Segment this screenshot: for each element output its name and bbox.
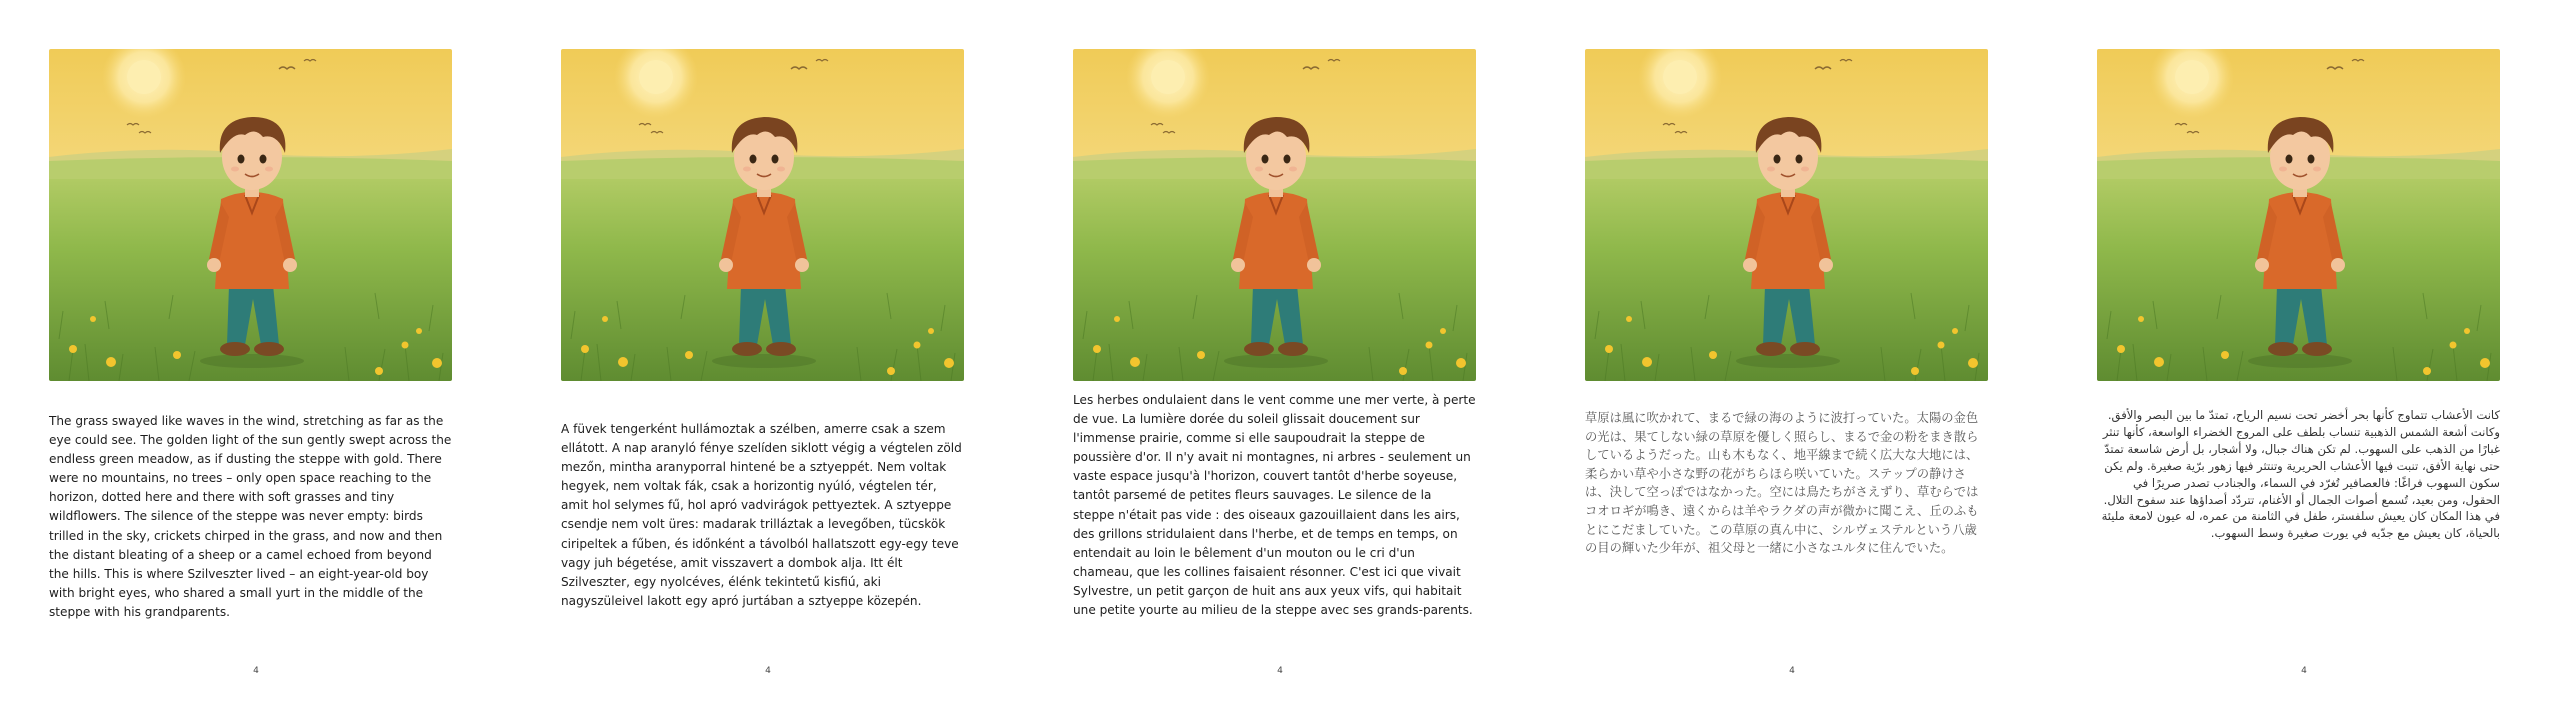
- book-page-arabic: [2048, 0, 2560, 724]
- book-page-japanese: [1536, 0, 2048, 724]
- page-number: 4: [1789, 666, 1795, 676]
- steppe-boy-illustration: [49, 49, 452, 381]
- steppe-boy-illustration: [1585, 49, 1988, 381]
- page-number: 4: [2301, 666, 2307, 676]
- steppe-boy-illustration: [561, 49, 964, 381]
- story-paragraph: Les herbes ondulaient dans le vent comme une mer verte, à perte de vue. La lumière dorée du soleil glissait doucement sur l'immense prairie, comme si elle saupoudrait la steppe de poussière d'or. Il n'y avait ni montagnes, ni arbres - seulement un vaste espace jusqu'à l'horizon, couvert tantôt d'herbe soyeuse, tantôt parsemé de petites fleurs sauvages. Le silence de la steppe n'était pas vide : des oiseaux gazouillaient dans les airs, des grillons stridulaient dans l'herbe, et de temps en temps, on entendait au loin le bêlement d'un mouton ou le cri d'un chameau, que les collines faisaient résonner. C'est ici que vivait Sylvestre, un petit garçon de huit ans aux yeux vifs, qui habitait une petite yourte au milieu de la steppe avec ses grands-parents.: [1073, 393, 1476, 618]
- page-number: 4: [1277, 666, 1283, 676]
- story-paragraph: The grass swayed like waves in the wind, stretching as far as the eye could see. The golden light of the sun gently swept across the endless green meadow, as if dusting the steppe with gold. There were no mountains, no trees – only open space reaching to the horizon, dotted here and there with soft grasses and tiny wildflowers. The silence of the steppe was never empty: birds trilled in the sky, crickets chirped in the grass, and now and then the distant bleating of a sheep or a camel echoed from beyond the hills. This is where Szilveszter lived – an eight-year-old boy with bright eyes, who shared a small yurt in the middle of the steppe with his grandparents.: [49, 414, 452, 619]
- story-paragraph: A füvek tengerként hullámoztak a szélben, amerre csak a szem ellátott. A nap aranyló fénye szelíden siklott végig a végtelen zöld mezőn, mintha aranyporral hintené be a sztyeppét. Nem voltak hegyek, nem voltak fák, csak a horizontig nyúló, végtelen tér, amit hol selymes fű, hol apró vadvirágok pettyeztek. A sztyeppe csendje nem volt üres: madarak trilláztak a levegőben, tücskök ciripeltek a fűben, és időnként a távolból hallatszott egy-egy teve vagy juh bégetése, amit visszavert a dombok alja. Itt élt Szilveszter, egy nyolcéves, élénk tekintetű kisfiú, aki nagyszüleivel lakott egy apró jurtában a sztyeppe közepén.: [561, 422, 962, 608]
- book-page-french: [1024, 0, 1536, 724]
- steppe-boy-illustration: [2097, 49, 2500, 381]
- page-number: 4: [253, 666, 259, 676]
- book-page-hungarian: [512, 0, 1024, 724]
- story-paragraph: كانت الأعشاب تتماوج كأنها بحر أخضر تحت نسيم الرياح، تمتدّ ما بين البصر والأفق. وكانت أشعة الشمس الذهبية تنساب بلطف على المروج الخضراء الواسعة، كأنها تنثر غبارًا من الذهب على السهوب. لم تكن هناك جبال، ولا أشجار، بل أرض شاسعة تمتدّ حتى نهاية الأفق، تنبت فيها الأعشاب الحريرية وتنتثر فيها زهور برّية صغيرة. ولم يكن سكون السهوب فراغًا: فالعصافير تُغرّد في السماء، والجنادب تصدر صريرًا في الحقول، ومن بعيد، تُسمع أصوات الجمال أو الأغنام، تتردّد أصداؤها عند سفوح التلال. في هذا المكان كان يعيش سلفستر، طفل في الثامنة من عمره، له عيون لامعة مليئة بالحياة، كان يعيش مع جدّيه في يورت صغيرة وسط السهوب.: [2101, 408, 2500, 541]
- steppe-boy-illustration: [1073, 49, 1476, 381]
- book-page-english: [0, 0, 512, 724]
- page-number: 4: [765, 666, 771, 676]
- story-paragraph: 草原は風に吹かれて、まるで緑の海のように波打っていた。太陽の金色の光は、果てしない緑の草原を優しく照らし、まるで金の粉をまき散らしているようだった。山も木もなく、地平線まで続く広大な大地には、柔らかい草や小さな野の花がちらほら咲いていた。ステップの静けさは、決して空っぽではなかった。空には鳥たちがさえずり、草むらではコオロギが鳴き、遠くからは羊やラクダの声が微かに聞こえ、丘のふもとにこだましていた。この草原の真ん中に、シルヴェステルという八歳の目の輝いた少年が、祖父母と一緒に小さなユルタに住んでいた。: [1585, 411, 1979, 556]
